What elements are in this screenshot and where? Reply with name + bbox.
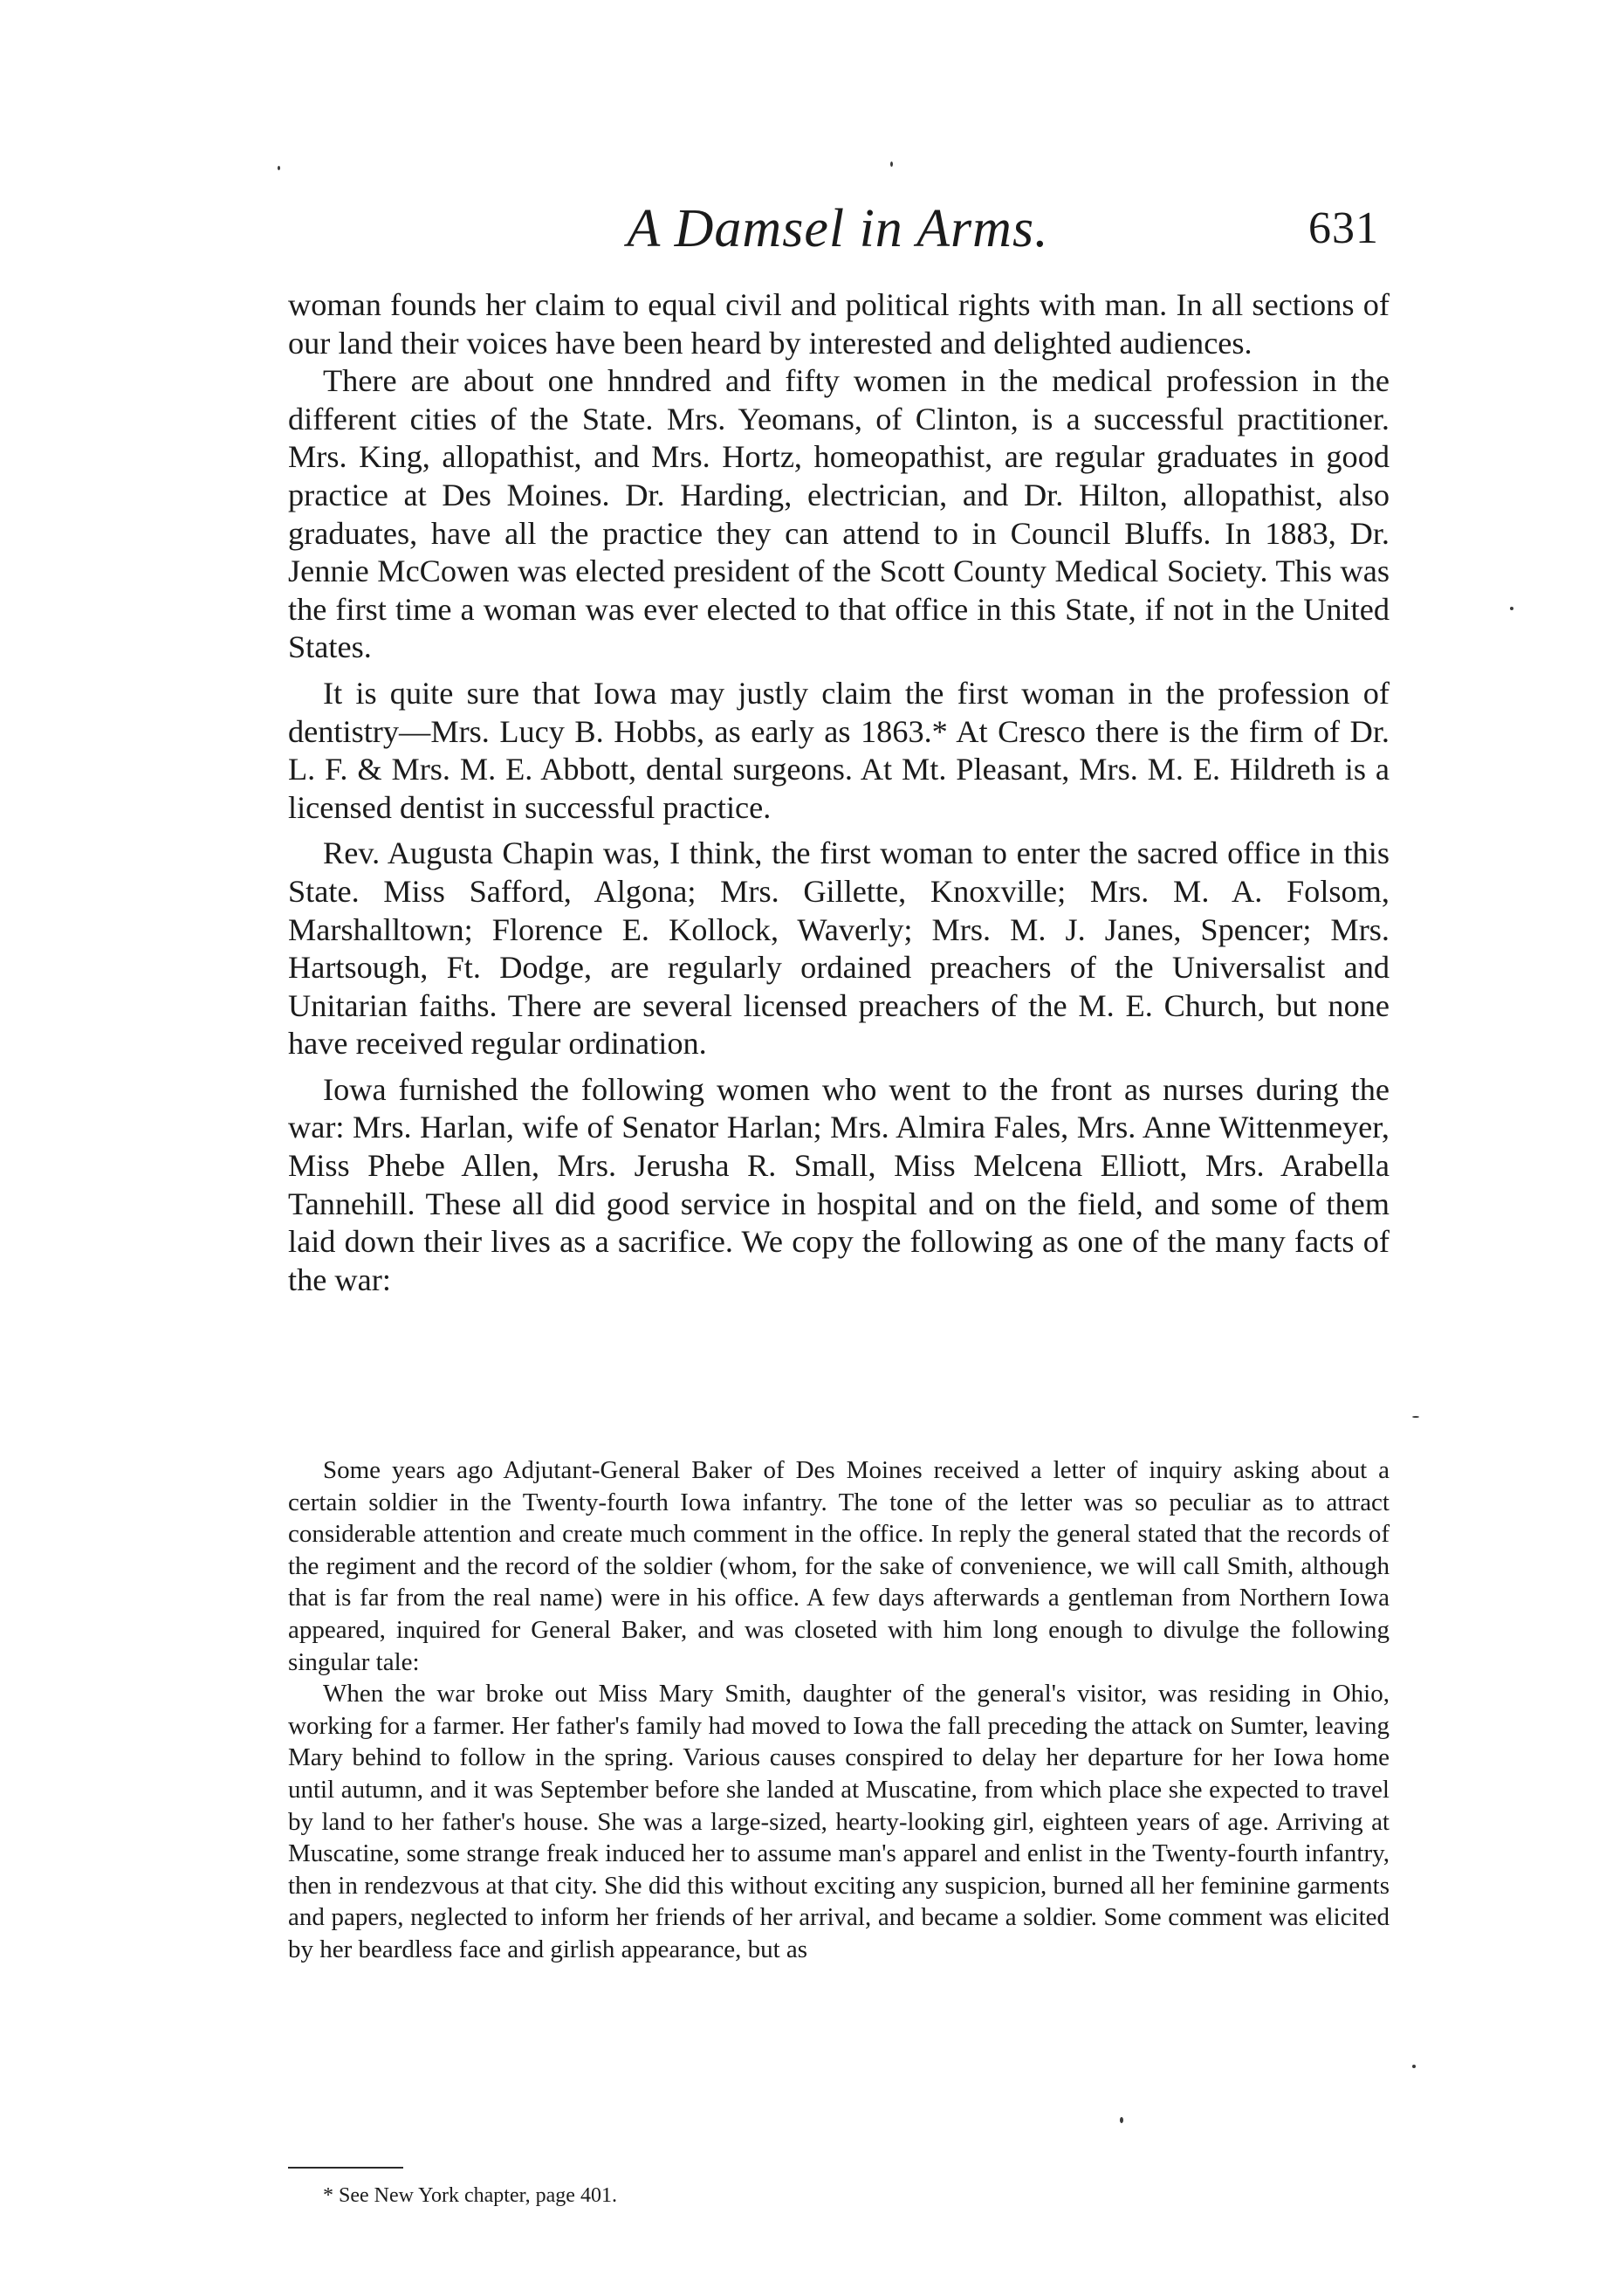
page-number: 631 [1308, 203, 1379, 253]
scan-speck [1120, 2117, 1123, 2123]
extract-paragraph-2: When the war broke out Miss Mary Smith, daughter of the general's visitor, was residing in Ohio, working for a farmer. Her father's family had moved to Iowa the fall preceding the attack on Sumter, leaving Mary behind to follow in the spring. Various causes conspired to delay her departure for her Iowa home until autumn, and it was September before she landed at Muscatine, from which place she expected to travel by land to her father's house. She was a large-sized, hearty-looking girl, eighteen years of age. Arriving at Muscatine, some strange freak induced her to assume man's apparel and enlist in the Twenty-fourth infantry, then in rendezvous at that city. She did this without exciting any suspicion, burned all her feminine garments and papers, neglected to inform her friends of her arrival, and became a soldier. Some comment was elicited by her beardless face and girlish appearance, but as [288, 1680, 1390, 1963]
footnote: * See New York chapter, page 401. [323, 2184, 617, 2207]
body-text [288, 286, 1390, 1299]
quoted-extract [288, 1454, 1390, 1966]
paragraph-4: Rev. Augusta Chapin was, I think, the first woman to enter the sacred office in this State. Miss Safford, Algona; Mrs. Gillette, Knoxville; Mrs. M. A. Folsom, Marshalltown; Florence E. Kollock, Waverly; Mrs. M. J. Janes, Spencer; Mrs. Hartsough, Ft. Dodge, are regularly ordained preachers of the Universalist and Unitarian faiths. There are several licensed preachers of the M. E. Church, but none have received regular ordination. [288, 835, 1390, 1062]
paragraph-2: There are about one hnndred and fifty women in the medical profession in the different cities of the State. Mrs. Yeomans, of Clinton, is a successful practitioner. Mrs. King, allopathist, and Mrs. Hortz, homeopathist, are regular graduates in good practice at Des Moines. Dr. Harding, electrician, and Dr. Hilton, allopathist, also graduates, have all the practice they can attend to in Council Bluffs. In 1883, Dr. Jennie McCowen was elected president of the Scott County Medical Society. This was the first time a woman was ever elected to that office in this State, if not in the United States. [288, 363, 1390, 665]
scan-speck [890, 162, 893, 167]
scan-speck [1510, 607, 1513, 610]
extract-paragraph-1: Some years ago Adjutant-General Baker of Des Moines received a letter of inquiry asking about a certain soldier in the Twenty-fourth Iowa infantry. The tone of the letter was so peculiar as to attract considerable attention and create much comment in the office. In reply the general stated that the records of the regiment and the record of the soldier (whom, for the sake of convenience, we will call Smith, although that is far from the real name) were in his office. A few days afterwards a gentleman from Northern Iowa appeared, inquired for General Baker, and was closeted with him long enough to divulge the following singular tale: [288, 1456, 1390, 1676]
running-title: A Damsel in Arms. [627, 199, 1049, 258]
scan-speck [1412, 1416, 1419, 1418]
paragraph-1: woman founds her claim to equal civil and political rights with man. In all sections of our land their voices have been heard by interested and delighted audiences. [288, 287, 1390, 361]
running-head [288, 194, 1388, 264]
footnote-rule [288, 2167, 403, 2169]
paragraph-5: Iowa furnished the following women who went to the front as nurses during the war: Mrs. Harlan, wife of Senator Harlan; Mrs. Almira Fales, Mrs. Anne Wittenmeyer, Miss Phebe Allen, Mrs. Jerusha R. Small, Miss Melcena Elliott, Mrs. Arabella Tannehill. These all did good service in hospital and on the field, and some of them laid down their lives as a sacrifice. We copy the following as one of the many facts of the war: [288, 1071, 1390, 1297]
scan-speck [278, 166, 280, 170]
scan-speck [1412, 2065, 1416, 2068]
paragraph-3: It is quite sure that Iowa may justly claim the first woman in the profession of dentistry—Mrs. Lucy B. Hobbs, as early as 1863.* At Cresco there is the firm of Dr. L. F. & Mrs. M. E. Abbott, dental surgeons. At Mt. Pleasant, Mrs. M. E. Hildreth is a licensed dentist in successful practice. [288, 675, 1390, 825]
